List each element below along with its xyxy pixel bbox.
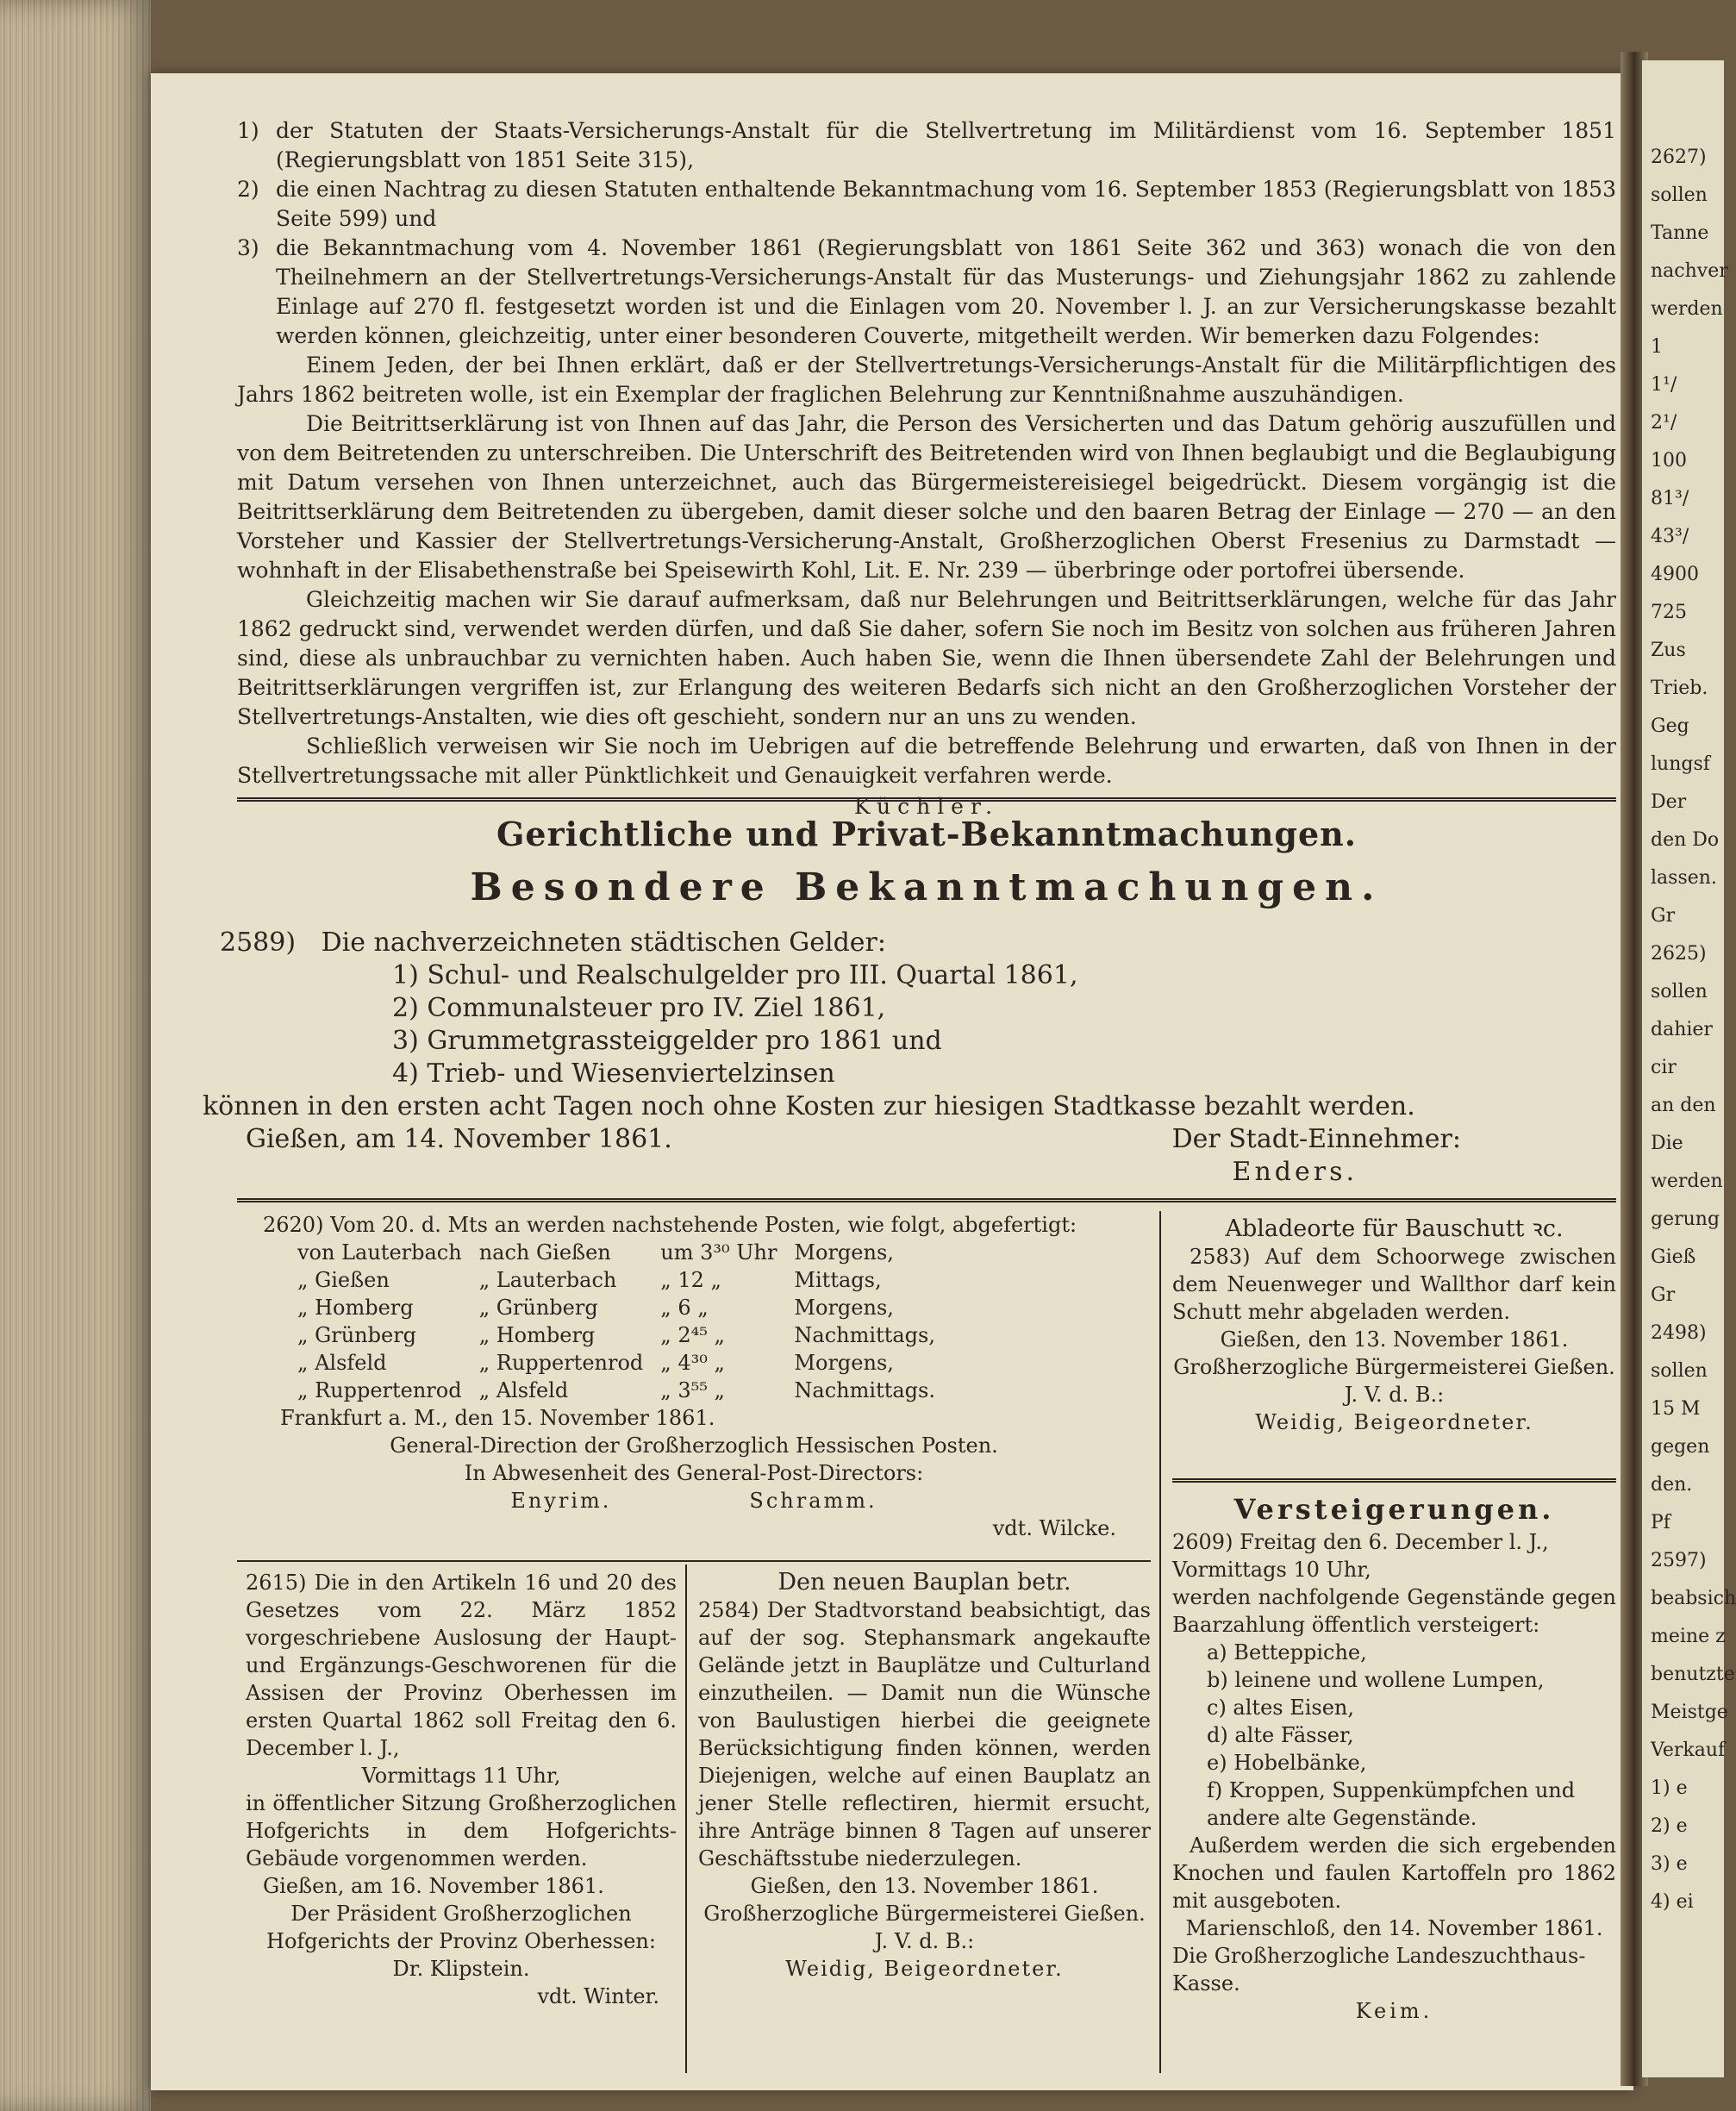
next-page-line: Zus — [1651, 640, 1686, 661]
notice-date: Gießen, am 16. November 1861. — [263, 1874, 604, 1898]
notice-signer: Dr. Klipstein. — [392, 1957, 530, 1981]
next-page-line: dahier — [1651, 1019, 1713, 1040]
next-page-line: Gr — [1651, 1284, 1676, 1306]
next-page-line: Trieb. — [1651, 678, 1708, 699]
post-schedule-cell: Morgens, — [794, 1240, 894, 1265]
notice-2584 — [698, 1569, 1151, 1983]
post-schedule-row — [289, 1239, 944, 1266]
auctions-title: Versteigerungen. — [1233, 1493, 1555, 1526]
next-page-line: Geg — [1651, 715, 1689, 737]
notice-signer: Enders. — [1232, 1157, 1358, 1187]
post-schedule-cell: „ Grünberg — [478, 1296, 598, 1320]
post-schedule-cell: „ Grünberg — [297, 1323, 417, 1347]
next-page-line: meine z — [1651, 1626, 1726, 1647]
notice-head: 2620) Vom 20. d. Mts an werden nachstehende Posten, wie folgt, abgefertigt: — [263, 1213, 1077, 1237]
notice-item: 3) Grummetgrassteiggelder pro 1861 und — [392, 1026, 942, 1056]
notice-ivb: J. V. d. B.: — [874, 1929, 975, 1953]
next-page-line: Die — [1651, 1133, 1683, 1154]
post-schedule-row — [289, 1294, 944, 1321]
post-schedule-cell: „ 2⁴⁵ „ — [660, 1323, 725, 1347]
post-schedule-cell: Morgens, — [794, 1296, 894, 1320]
post-schedule-cell: Mittags, — [794, 1268, 882, 1292]
next-page-line: 100 — [1651, 450, 1687, 472]
notice-title: Den neuen Bauplan betr. — [777, 1569, 1071, 1596]
next-page-line: sollen — [1651, 1360, 1708, 1382]
post-schedule-row — [289, 1321, 944, 1349]
intro-paragraph: Die Beitrittserklärung ist von Ihnen auf das Jahr, die Person des Versicherten und das Datum gehörig auszufüllen und von dem Beitretenden zu unterschreiben. Die Unterschrift des Beitretenden wird von Ihnen beglaubigt und die Beglaubigung mit Datum versehen von Ihnen unterzeichnet, auch das Bürgermeistereisiegel beigedrückt. Diesem vorgängig ist die Beitrittserklärung dem Beitretenden zu übergeben, damit dieser solche und den baaren Betrag der Einlage — 270 — an den Vorsteher und Kassier der Stellvertretungs-Versicherung-Anstalt, Großherzoglichen Oberst Fresenius zu Darmstadt — wohnhaft in der Elisabethenstraße bei Speisewirth Kohl, Lit. E. Nr. 239 — überbringe oder portofrei übersende. — [237, 411, 1616, 583]
next-page-line: Gr — [1651, 905, 1676, 927]
post-schedule-cell: „ Lauterbach — [478, 1268, 617, 1292]
post-schedule-cell: von Lauterbach — [297, 1240, 462, 1265]
notice-lead: Die nachverzeichneten städtischen Gelder: — [321, 927, 886, 958]
next-page-line: 15 M — [1651, 1398, 1701, 1420]
post-schedule-row — [289, 1349, 944, 1377]
next-page-line: 2¹/ — [1651, 412, 1677, 434]
next-page-line: 2627) — [1651, 147, 1707, 168]
section-subtitle: Besondere Bekanntmachungen. — [470, 865, 1383, 909]
section-heading — [237, 815, 1616, 909]
notice-signer: Weidig, Beigeordneter. — [785, 1957, 1064, 1981]
next-page-line: 43³/ — [1651, 526, 1689, 547]
notice-text: 2615) Die in den Artikeln 16 und 20 des Gesetzes vom 22. März 1852 vorgeschriebene Auslosung der Haupt- und Ergänzungs-Geschworenen für die Assisen der Provinz Oberhessen im ersten Quartal 1862 soll Freitag den 6. December l. J., — [246, 1571, 677, 1760]
post-schedule-cell: „ Alsfeld — [478, 1378, 569, 1402]
post-schedule-cell: „ Alsfeld — [297, 1351, 387, 1375]
notice-title: Abladeorte für Bauschutt ꝛc. — [1225, 1215, 1564, 1242]
divider — [1172, 1478, 1616, 1483]
post-schedule-cell: um 3³⁰ Uhr — [660, 1240, 777, 1265]
notice-2620 — [237, 1211, 1151, 1542]
notice-date: Gießen, den 13. November 1861. — [1220, 1327, 1569, 1352]
notice-2615 — [246, 1569, 677, 2010]
auction-lead: werden nachfolgende Gegenstände gegen Baarzahlung öffentlich versteigert: — [1172, 1585, 1616, 1637]
next-page-line: 2) e — [1651, 1815, 1688, 1837]
next-page-line: Der — [1651, 791, 1687, 813]
next-page-line: werden — [1651, 1171, 1723, 1192]
next-page-line: sollen — [1651, 184, 1708, 206]
next-page-line: den. — [1651, 1474, 1693, 1496]
next-page-fragment — [1642, 60, 1736, 2077]
post-schedule-cell: „ 12 „ — [660, 1268, 721, 1292]
intro-item-2: 2) die einen Nachtrag zu diesen Statuten enthaltende Bekanntmachung vom 16. September 1853 (Regierungsblatt von 1853 Seite 599) und — [237, 177, 1616, 231]
post-schedule-cell: „ 4³⁰ „ — [660, 1351, 725, 1375]
notice-item: 4) Trieb- und Wiesenviertelzinsen — [392, 1059, 835, 1089]
intro-paragraph: Gleichzeitig machen wir Sie darauf aufmerksam, daß nur Belehrungen und Beitrittserklärungen, welche für das Jahr 1862 gedruckt sind, verwendet werden dürfen, und daß Sie daher, sofern Sie noch im Besitz von solchen aus früheren Jahren sind, diese als unbrauchbar zu vernichten haben. Auch haben Sie, wenn die Ihnen übersendete Zahl der Belehrungen und Beitrittserklärungen vergriffen ist, zur Erlangung des weiteren Bedarfs sich nicht an den Großherzoglichen Vorsteher der Stellvertretungs-Anstalten, wie dies oft geschieht, sondern nur an uns zu wenden. — [237, 587, 1616, 729]
column-divider — [685, 1565, 687, 2073]
post-schedule-cell: Nachmittags, — [794, 1323, 935, 1347]
notice-authority: Großherzogliche Bürgermeisterei Gießen. — [703, 1902, 1146, 1926]
intro-item-3: 3) die Bekanntmachung vom 4. November 1861 (Regierungsblatt von 1861 Seite 362 und 363) wonach die von den Theilnehmern an der Stellvertretungs-Versicherungs-Anstalt für das Musterungs- und Ziehungsjahr 1862 zu zahlende Einlage auf 270 fl. festgesetzt worden ist und die Einlagen vom 20. November l. J. an zur Versicherungskasse bezahlt werden können, gleichzeitig, unter einer besonderen Couverte, mitgetheilt werden. Wir bemerken dazu Folgendes: — [237, 235, 1616, 348]
next-page-line: lassen. — [1651, 867, 1717, 889]
divider — [237, 1560, 1151, 1562]
vdt: vdt. Winter. — [537, 1984, 659, 2008]
next-page-line: gegen — [1651, 1436, 1710, 1458]
section-title: Gerichtliche und Privat-Bekanntmachungen. — [496, 815, 1358, 853]
intro-paragraph: Einem Jeden, der bei Ihnen erklärt, daß er der Stellvertretungs-Versicherungs-Anstalt für die Militärpflichtigen des Jahrs 1862 beitreten wolle, ist ein Exemplar der fraglichen Belehrung zur Kenntnißnahme auszuhändigen. — [237, 353, 1616, 407]
next-page-line: 81³/ — [1651, 488, 1689, 509]
auction-extra: Außerdem werden die sich ergebenden Knochen und faulen Kartoffeln pro 1862 mit ausgeboten. — [1172, 1833, 1616, 1913]
auction-date: Marienschloß, den 14. November 1861. — [1185, 1916, 1603, 1940]
auction-authority: Die Großherzogliche Landeszuchthaus-Kasse. — [1172, 1944, 1586, 1995]
next-page-line: cir — [1651, 1057, 1677, 1078]
auction-item: c) altes Eisen, — [1207, 1696, 1355, 1720]
divider — [237, 1198, 1616, 1202]
next-page-line: sollen — [1651, 981, 1708, 1002]
notice-2583 — [1172, 1215, 1616, 1436]
next-page-line: beabsich — [1651, 1588, 1736, 1609]
next-page-line: 2625) — [1651, 943, 1707, 965]
post-schedule-cell: nach Gießen — [478, 1240, 611, 1265]
next-page-line: 3) e — [1651, 1853, 1688, 1875]
post-schedule-cell: „ Ruppertenrod — [478, 1351, 644, 1375]
next-page-line: 2597) — [1651, 1550, 1707, 1571]
next-page-line: 4900 — [1651, 564, 1699, 585]
notice-item: 1) Schul- und Realschulgelder pro III. Quartal 1861, — [392, 960, 1078, 990]
intro-item-1: 1) der Statuten der Staats-Versicherungs-Anstalt für die Stellvertretung im Militärdienst vom 16. September 1851 (Regierungsblatt von 1851 Seite 315), — [237, 118, 1616, 172]
auction-item: e) Hobelbänke, — [1207, 1751, 1367, 1775]
section-divider-top — [237, 797, 1616, 802]
next-page-line: 1¹/ — [1651, 374, 1677, 396]
next-page-line: werden — [1651, 298, 1723, 320]
notice-signer: Weidig, Beigeordneter. — [1255, 1410, 1533, 1434]
notice-signer-title: Der Stadt-Einnehmer: — [1171, 1124, 1461, 1154]
next-page-line: lungsf — [1651, 753, 1710, 775]
next-page-line: 2498) — [1651, 1322, 1707, 1344]
post-schedule-cell: Morgens, — [794, 1351, 894, 1375]
next-page-line: Verkauf — [1651, 1739, 1726, 1761]
next-page-line: an den — [1651, 1095, 1716, 1116]
notice-body: können in den ersten acht Tagen noch ohne Kosten zur hiesigen Stadtkasse bezahlt werden. — [203, 1091, 1415, 1121]
post-schedule-table — [289, 1239, 944, 1404]
post-schedule-row — [289, 1266, 944, 1294]
vdt: vdt. Wilcke. — [992, 1516, 1116, 1540]
auction-signer: Keim. — [1355, 1999, 1433, 2023]
signer: Enyrim. — [510, 1489, 612, 1513]
notice-ivb: J. V. d. B.: — [1344, 1383, 1445, 1407]
auction-item: b) leinene und wollene Lumpen, — [1207, 1668, 1545, 1692]
notice-text: 2584) Der Stadtvorstand beabsichtigt, das auf der sog. Stephansmark angekaufte Gelände jetzt in Bauplätze und Culturland einzutheilen. — Damit nun die Wünsche von Baulustigen hierbei die geeignete Berücksichtigung finden können, werden Diejenigen, welche auf einen Bauplatz an jener Stelle reflectiren, hiermit ersucht, ihre Anträge binnen 8 Tagen auf unserer Geschäftsstube niederzulegen. — [698, 1598, 1151, 1871]
notice-number: 2589) — [220, 927, 297, 958]
notice-time: Vormittags 11 Uhr, — [361, 1764, 561, 1788]
notice-absence: In Abwesenheit des General-Post-Directors: — [464, 1461, 924, 1485]
post-schedule-cell: „ 6 „ — [660, 1296, 709, 1320]
post-schedule-cell: „ Homberg — [297, 1296, 414, 1320]
post-schedule-cell: „ Gießen — [297, 1268, 390, 1292]
next-page-line: gerung — [1651, 1209, 1720, 1230]
intro-paragraph: Schließlich verweisen wir Sie noch im Uebrigen auf die betreffende Belehrung und erwarten, daß von Ihnen in der Stellvertretungssache mit aller Pünktlichkeit und Genauigkeit verfahren werde. — [237, 734, 1616, 788]
notice-text2: in öffentlicher Sitzung Großherzoglichen Hofgerichts in dem Hofgerichts-Gebäude vorgenommen werden. — [246, 1791, 677, 1871]
notice-date: Frankfurt a. M., den 15. November 1861. — [280, 1406, 715, 1430]
post-schedule-row — [289, 1377, 944, 1404]
intro-signature: Küchler. — [853, 794, 1000, 819]
next-page-line: den Do — [1651, 829, 1720, 851]
auction-item: a) Betteppiche, — [1207, 1640, 1367, 1664]
book-page-edges — [0, 0, 151, 2111]
next-page-line: 1) e — [1651, 1777, 1688, 1799]
auctions-section — [1172, 1493, 1616, 2025]
next-page-line: nachver — [1651, 260, 1728, 282]
next-page-line: 1 — [1651, 336, 1663, 358]
column-divider — [1159, 1211, 1161, 2073]
auction-item: f) Kroppen, Suppenkümpfchen und andere alte Gegenstände. — [1207, 1778, 1576, 1830]
auction-item: d) alte Fässer, — [1207, 1723, 1354, 1747]
post-schedule-cell: „ Ruppertenrod — [297, 1378, 462, 1402]
post-schedule-cell: Nachmittags. — [794, 1378, 935, 1402]
next-page-line: Gieß — [1651, 1246, 1696, 1268]
notice-authority: Großherzogliche Bürgermeisterei Gießen. — [1173, 1355, 1615, 1379]
auction-head: 2609) Freitag den 6. December l. J., Vormittags 10 Uhr, — [1172, 1530, 1549, 1582]
notice-2589 — [203, 927, 1530, 1189]
post-schedule-cell: „ Homberg — [478, 1323, 596, 1347]
next-page-line: 725 — [1651, 602, 1687, 623]
next-page-line: 4) ei — [1651, 1891, 1694, 1913]
notice-date: Gießen, am 14. November 1861. — [246, 1124, 672, 1154]
signer: Schramm. — [749, 1489, 877, 1513]
notice-text: 2583) Auf dem Schoorwege zwischen dem Neuenweger und Wallthor darf kein Schutt mehr abgeladen werden. — [1172, 1245, 1616, 1324]
notice-item: 2) Communalsteuer pro IV. Ziel 1861, — [392, 993, 886, 1023]
next-page-line: Meistge — [1651, 1702, 1728, 1723]
next-page-line: Tanne — [1651, 222, 1709, 244]
next-page-line: benutzte — [1651, 1664, 1735, 1685]
intro-section — [237, 116, 1616, 821]
post-schedule-cell: „ 3⁵⁵ „ — [660, 1378, 725, 1402]
notice-authority: General-Direction der Großherzoglich Hessischen Posten. — [390, 1433, 998, 1458]
next-page-line: Pf — [1651, 1512, 1670, 1533]
notice-date: Gießen, den 13. November 1861. — [750, 1874, 1099, 1898]
notice-authority: Der Präsident Großherzoglichen Hofgerichts der Provinz Oberhessen: — [266, 1902, 656, 1953]
